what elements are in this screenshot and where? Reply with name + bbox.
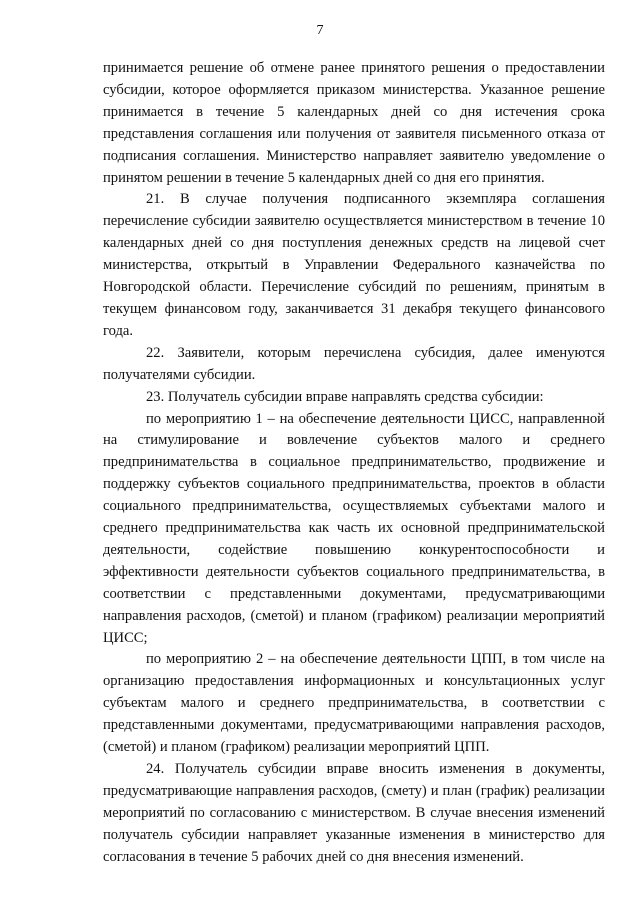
page-number: 7 (316, 23, 324, 38)
paragraph-21: 21. В случае получения подписанного экземпляра соглашения перечисление субсидии заявителю осуществляется министерством в течение 10 календарных дней со дня поступления денежных средств на лицевой счет министерства, открытый в Управлении Федерального казначейства по Новгородской области. Перечисление субсидий по решениям, принятым в текущем финансовом году, заканчивается 31 декабря текущего финансового года. (103, 191, 605, 339)
document-body (103, 58, 605, 869)
paragraph-24: 24. Получатель субсидии вправе вносить изменения в документы, предусматривающие направления расходов, (смету) и план (график) реализации мероприятий по согласованию с министерством. В случае внесения изменений получатель субсидии направляет указанные изменения в министерство для согласования в течение 5 рабочих дней со дня внесения изменений. (103, 761, 605, 865)
paragraph-23-measure-2: по мероприятию 2 – на обеспечение деятельности ЦПП, в том числе на организацию предоставления информационных и консультационных услуг субъектам малого и среднего предпринимательства, в соответствии с представленными документами, предусматривающими направления расходов, (сметой) и планом (графиком) реализации мероприятий ЦПП. (103, 651, 605, 756)
paragraph-23: 23. Получатель субсидии вправе направлять средства субсидии: (146, 388, 544, 405)
paragraph-23-measure-1: по мероприятию 1 – на обеспечение деятельности ЦИСС, направленной на стимулирование и вовлечение субъектов малого и среднего предпринимательства в социальное предпринимательство, продвижение и поддержку субъектов социального предпринимательства, проектов в области социального предпринимательства, осуществляемых субъектами малого и среднего предпринимательства как часть их основной предпринимательской деятельности, содействие повышению конкурентоспособности и эффективности деятельности субъектов социального предпринимательства, в соответствии с представленными документами, предусматривающими направления расходов, (сметой) и планом (графиком) реализации мероприятий ЦИСС; (103, 410, 605, 646)
paragraph-22: 22. Заявители, которым перечислена субсидия, далее именуются получателями субсидии. (103, 344, 605, 383)
paragraph-continuation: принимается решение об отмене ранее принятого решения о предоставлении субсидии, которое оформляется приказом министерства. Указанное решение принимается в течение 5 календарных дней со дня истечения срока представления соглашения или получения от заявителя письменного отказа от подписания соглашения. Министерство направляет заявителю уведомление о принятом решении в течение 5 календарных дней со дня его принятия. (103, 60, 605, 186)
